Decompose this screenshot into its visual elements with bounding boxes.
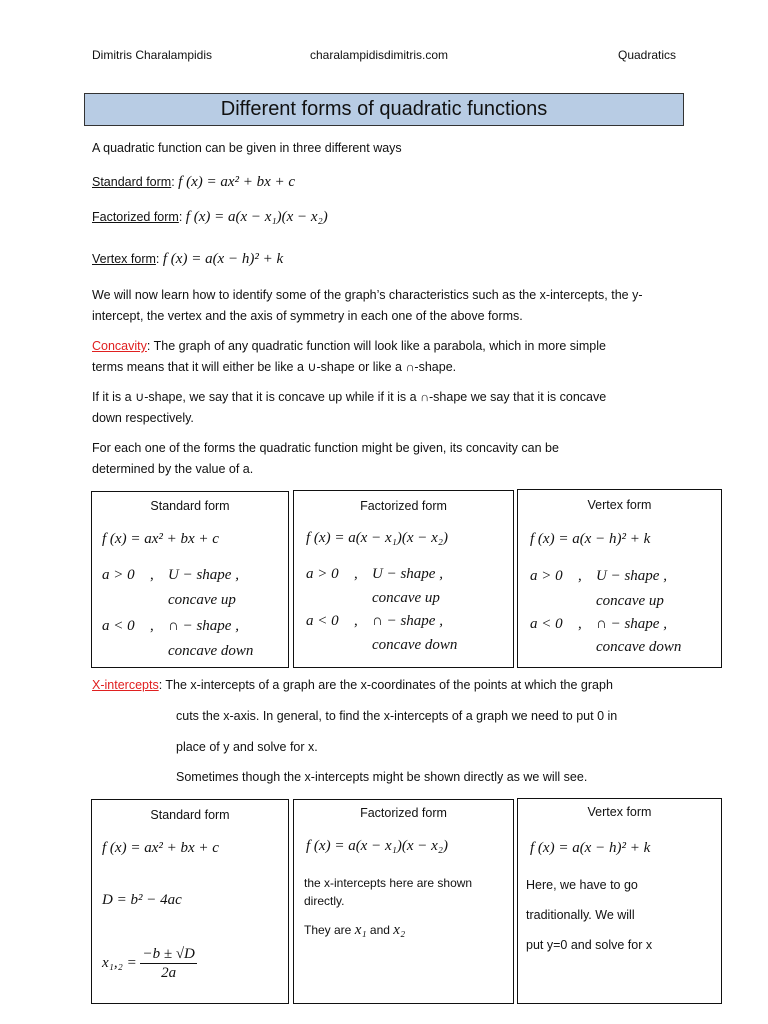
table1-standard-cond-pos: a > 0 [102, 567, 135, 583]
standard-form-expr: f (x) = ax² + bx + c [178, 174, 296, 190]
table1-vertex-cond-pos: a > 0 [530, 568, 563, 584]
table2-vertex-expr: f (x) = a(x − h)² + k [530, 840, 651, 856]
table2-vertex-header: Vertex form [587, 805, 652, 819]
table2-fact-they: They are [304, 923, 352, 937]
table1-vertex-cond-neg: a < 0 [530, 616, 563, 632]
concavity-line1 [92, 336, 606, 357]
table1-factorized-n-shape: ∩ − shape , [372, 613, 443, 629]
table1-vertex-u-shape: U − shape , [596, 568, 667, 584]
table1-factorized-concave-up: concave up [372, 590, 440, 606]
table2-standard-header: Standard form [150, 808, 230, 822]
header-site: charalampidisdimitris.com [310, 48, 449, 62]
concavity-para3-line1: For each one of the forms the quadratic function might be given, its concavity can be [92, 441, 559, 455]
table2-fact-x2: x₂ [393, 922, 406, 938]
concavity-text1: : The graph of any quadratic function will look like a parabola, which in more simple [146, 339, 606, 353]
standard-form-line: Standard form: f (x) = ax² + bx + c [92, 174, 296, 190]
x-intercepts-line3: place of y and solve for x. [176, 740, 318, 754]
table2-vertex-line3: put y=0 and solve for x [526, 938, 653, 952]
table2-factorized-expr: f (x) = a(x − x₁)(x − x₂) [306, 838, 448, 854]
x-intercepts-line4: Sometimes though the x-intercepts might be shown directly as we will see. [176, 770, 588, 784]
table1-factorized-cond-pos: a > 0 [306, 566, 339, 582]
table2-factorized-cell [293, 799, 514, 1004]
page-title: Different forms of quadratic functions [84, 93, 684, 126]
table1-factorized-concave-down: concave down [372, 637, 458, 653]
table2-fact-and: and [369, 923, 390, 937]
x-intercepts-label: X-intercepts [92, 678, 159, 692]
concavity-para2-line2: down respectively. [92, 411, 194, 425]
table1-standard-header: Standard form [150, 499, 230, 513]
factorized-form-expr: f (x) = a(x − x₁)(x − x₂) [185, 209, 328, 225]
table2-vertex-line2: traditionally. We will [526, 908, 635, 922]
table2-factorized-header: Factorized form [360, 806, 447, 820]
x-intercepts-line2: cuts the x-axis. In general, to find the x-intercepts of a graph we need to put 0 in [176, 709, 618, 723]
table1-factorized-cond-neg: a < 0 [306, 613, 339, 629]
table2-standard-expr: f (x) = ax² + bx + c [102, 840, 219, 856]
table1-standard-cond-neg: a < 0 [102, 618, 135, 634]
table2-fact-note: the x-intercepts here are shown directly. [304, 876, 473, 908]
table1-standard-expr: f (x) = ax² + bx + c [102, 531, 219, 547]
header-author: Dimitris Charalampidis [92, 48, 213, 62]
table1-standard-cell: Standard form f (x) = ax² + bx + c a > 0 , U − shape , concave up a < 0 , ∩ − shape , concave down [91, 491, 289, 668]
vertex-form-expr: f (x) = a(x − h)² + k [162, 251, 284, 267]
table1-vertex-cell: Vertex form f (x) = a(x − h)² + k a > 0 , U − shape , concave up a < 0 , ∩ − shape , concave down [517, 489, 722, 668]
header-topic: Quadratics [618, 48, 677, 62]
concavity-para3-line2: determined by the value of a. [92, 462, 254, 476]
table2-fact-x1: x₁ [354, 922, 367, 938]
factorized-form-label: Factorized form [92, 210, 179, 224]
intro-text: A quadratic function can be given in three different ways [92, 141, 402, 155]
table1-vertex-header: Vertex form [587, 498, 652, 512]
table1-factorized-u-shape: U − shape , [372, 566, 443, 582]
table1-factorized-header: Factorized form [360, 499, 447, 513]
table1-standard-u-shape: U − shape , [168, 567, 239, 583]
table1-vertex-expr: f (x) = a(x − h)² + k [530, 531, 651, 547]
concavity-label: Concavity [92, 339, 147, 353]
table1-standard-n-shape: ∩ − shape , [168, 618, 239, 634]
table2-vertex-line1: Here, we have to go [526, 878, 638, 892]
learn-paragraph: We will now learn how to identify some of the graph’s characteristics such as the x-intercepts, the y-intercept, the vertex and the axis of symmetry in each one of the above forms. [92, 288, 643, 323]
table2-fact-they-line [304, 922, 405, 939]
standard-form-label: Standard form [92, 175, 172, 189]
table1-standard-concave-down: concave down [168, 643, 254, 659]
x-intercepts-line1 [92, 675, 613, 696]
x-intercepts-text1: : The x-intercepts of a graph are the x-coordinates of the points at which the graph [158, 678, 613, 692]
table1-vertex-n-shape: ∩ − shape , [596, 616, 667, 632]
table1-standard-concave-up: concave up [168, 592, 236, 608]
vertex-form-line: Vertex form: f (x) = a(x − h)² + k [92, 251, 284, 267]
table2-roots-lhs: x₁,₂ = [102, 954, 137, 971]
table1-vertex-concave-down: concave down [596, 639, 682, 655]
table2-discriminant: D = b² − 4ac [102, 892, 182, 908]
concavity-para2-line1: If it is a ∪-shape, we say that it is concave up while if it is a ∩-shape we say that it is concave [92, 390, 607, 404]
table2-vertex-cell [517, 798, 722, 1004]
table2-roots-den: 2a [161, 965, 177, 981]
vertex-form-label: Vertex form [92, 252, 156, 266]
table2-roots-num: −b ± √D [142, 946, 195, 962]
table1-factorized-expr: f (x) = a(x − x₁)(x − x₂) [306, 530, 448, 546]
table2-roots-formula [102, 945, 197, 982]
table1-factorized-cell: Factorized form f (x) = a(x − x₁)(x − x₂) a > 0 , U − shape , concave up a < 0 , ∩ − shape , concave down [293, 490, 514, 668]
factorized-form-line: Factorized form: f (x) = a(x − x₁)(x − x₂) [92, 209, 328, 225]
table2-standard-cell [91, 799, 289, 1004]
concavity-line2: terms means that it will either be like a ∪-shape or like a ∩-shape. [92, 360, 457, 374]
table1-vertex-concave-up: concave up [596, 593, 664, 609]
